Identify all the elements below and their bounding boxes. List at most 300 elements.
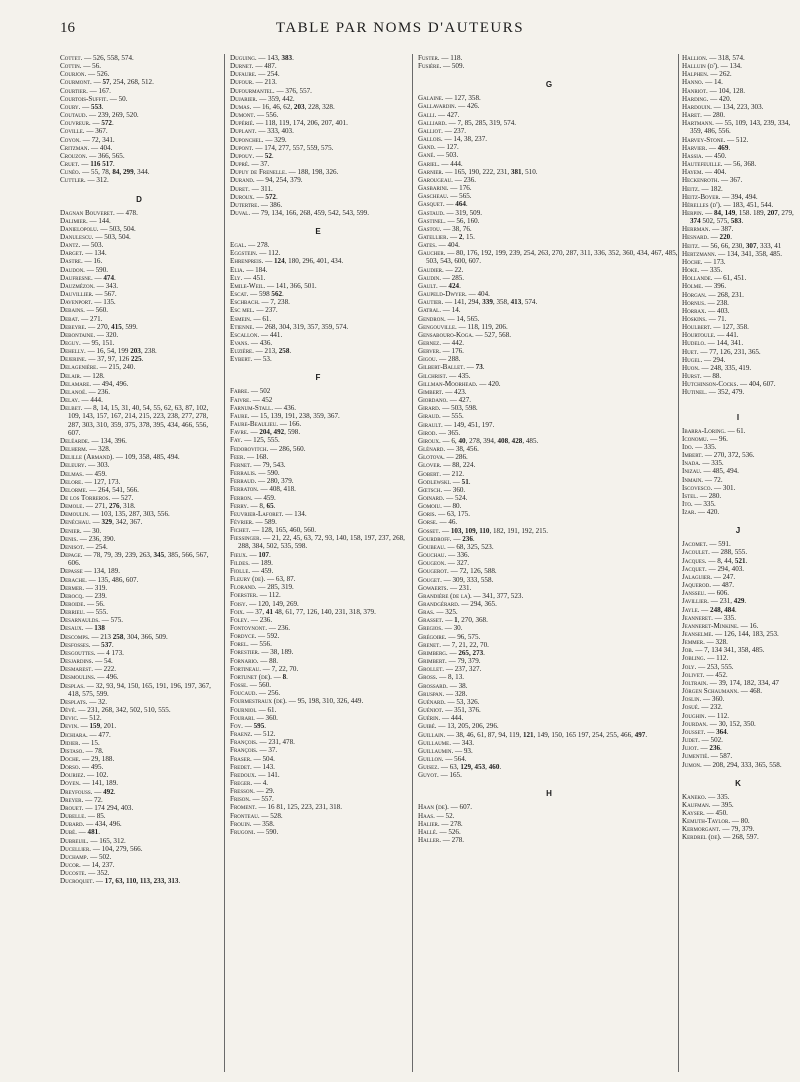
- index-entry: [418, 722, 680, 730]
- page-refs: — 144, 341.: [705, 339, 744, 348]
- page-refs: — 450.: [704, 808, 728, 817]
- page-refs: — 360.: [442, 485, 466, 494]
- page-refs: — 262.: [708, 70, 732, 79]
- author-name: Horrax.: [682, 306, 707, 315]
- page-refs: — 37.: [257, 746, 278, 755]
- author-name: Dujarier.: [230, 94, 258, 103]
- page-refs: — 236.: [249, 615, 273, 624]
- author-name: Godlewski.: [418, 477, 452, 486]
- bold-page-ref: 329: [101, 518, 113, 527]
- index-entry: [230, 624, 406, 632]
- index-entry: [682, 307, 794, 315]
- index-entry: [230, 144, 406, 152]
- page-refs: — 61.: [725, 426, 746, 435]
- page-refs: — 236, 390.: [78, 534, 116, 543]
- author-name: Gimbert.: [418, 387, 444, 396]
- author-name: Danulescu.: [60, 232, 94, 241]
- author-name: Ferralis.: [230, 469, 257, 478]
- bold-page-ref: 236: [709, 744, 721, 753]
- author-name: Foy.: [230, 721, 243, 730]
- author-name: Jujot.: [682, 744, 699, 753]
- page-refs: — 278.: [246, 241, 270, 250]
- index-entry: [230, 95, 406, 103]
- index-entry: [230, 559, 406, 567]
- page-refs: — 404.: [466, 290, 490, 299]
- index-entry: [682, 160, 794, 168]
- index-entry: [418, 535, 680, 543]
- page-refs: —: [91, 78, 103, 87]
- author-name: Gosset.: [418, 526, 441, 535]
- page-refs: — 143,: [256, 54, 282, 62]
- author-name: Gand.: [418, 143, 436, 152]
- bold-page-ref: 51: [461, 477, 469, 486]
- index-entry: [230, 697, 406, 705]
- author-name: Etienne.: [230, 322, 255, 331]
- page-refs: .: [141, 355, 144, 364]
- author-name: Joughin.: [682, 711, 707, 720]
- author-name: Job.: [682, 646, 694, 655]
- author-name: Ely.: [230, 273, 243, 282]
- index-entry: [60, 347, 218, 355]
- page-refs: — 351, 376.: [443, 706, 481, 715]
- page-refs: — 134, 223, 303.: [711, 102, 764, 111]
- index-entry: [60, 527, 218, 535]
- index-entry: [682, 663, 794, 671]
- index-entry: [60, 380, 218, 388]
- index-entry: [60, 241, 218, 249]
- page-refs: — 135.: [92, 298, 116, 307]
- page-refs: —: [448, 232, 459, 241]
- page-refs: — 232.: [699, 703, 723, 712]
- index-entry: [682, 111, 794, 119]
- index-entry: [60, 486, 218, 494]
- index-entry: [230, 323, 406, 331]
- page-refs: —: [451, 534, 463, 543]
- page-refs: — 527, 568.: [473, 330, 512, 339]
- index-entry: [682, 712, 794, 720]
- author-name: Fabre.: [230, 387, 250, 396]
- page-refs: — 16, 54, 199: [85, 347, 131, 356]
- author-name: Hugel.: [682, 355, 703, 364]
- page-refs: — 30.: [81, 526, 102, 535]
- index-column-3: [418, 54, 680, 1076]
- author-name: Gates.: [418, 241, 437, 250]
- author-name: Gigou.: [418, 355, 438, 364]
- author-name: Gautier.: [418, 298, 444, 307]
- author-name: Goubeau.: [418, 542, 446, 551]
- index-entry: [60, 266, 218, 274]
- author-name: Gross.: [418, 673, 438, 682]
- index-entry: [418, 143, 680, 151]
- author-name: Fedorovitch.: [230, 444, 269, 453]
- index-entry: [230, 404, 406, 412]
- index-entry: [418, 731, 680, 739]
- index-entry: [60, 323, 218, 331]
- page-refs: — 271,: [84, 502, 109, 511]
- index-entry: [60, 812, 218, 820]
- author-name: Fosse.: [230, 681, 248, 690]
- index-entry: [230, 477, 406, 485]
- index-entry: [230, 453, 406, 461]
- author-name: Gilbert-Ballet.: [418, 363, 466, 372]
- page-refs: — 256.: [257, 689, 281, 698]
- index-entry: [682, 152, 794, 160]
- page-refs: — 509.: [441, 62, 465, 71]
- page-refs: — 102.: [85, 771, 109, 780]
- page-refs: — 80, 176, 192, 199, 239, 254, 263, 270, 287, 311, 336, 352, 360, 434, 467, 485, 503, 543, 600, 607.: [426, 249, 678, 266]
- index-entry: [418, 290, 680, 298]
- author-name: Desgouttes.: [60, 648, 96, 657]
- index-entry: [230, 111, 406, 119]
- page-refs: — 80.: [730, 817, 750, 826]
- author-name: Dagnan Bouveret.: [60, 208, 115, 217]
- author-name: Ido.: [682, 442, 694, 451]
- index-entry: [418, 266, 680, 274]
- author-name: Izar.: [682, 508, 697, 517]
- page-refs: — 7, 85, 285, 319, 574.: [446, 118, 517, 127]
- page-refs: — 88.: [701, 372, 722, 381]
- author-name: Denier.: [60, 526, 82, 535]
- index-entry: [60, 804, 218, 812]
- page-refs: — 404.: [703, 168, 727, 177]
- index-entry: [60, 576, 218, 584]
- index-entry: [418, 657, 680, 665]
- index-entry: [60, 144, 218, 152]
- index-entry: [682, 825, 794, 833]
- page-refs: — 174 294, 403.: [83, 803, 134, 812]
- index-entry: [418, 102, 680, 110]
- page-refs: — 487.: [710, 581, 735, 590]
- author-name: Jaquerod.: [682, 581, 711, 590]
- author-name: Harding.: [682, 94, 709, 103]
- index-entry: [60, 168, 218, 176]
- index-entry: [682, 323, 794, 331]
- page-refs: — 63,: [439, 763, 461, 772]
- index-entry: [230, 176, 406, 184]
- page-refs: — 118, 119, 206.: [456, 322, 508, 331]
- index-entry: [418, 298, 680, 306]
- page-refs: .: [113, 787, 116, 796]
- index-entry: [60, 845, 218, 853]
- author-name: Girard.: [418, 404, 441, 413]
- index-entry: [60, 249, 218, 257]
- page-number: 16: [60, 20, 75, 36]
- index-entry: [682, 565, 794, 573]
- page-refs: , 358,: [492, 298, 511, 307]
- author-name: Ducor.: [60, 861, 81, 869]
- page-refs: — 38, 189.: [259, 648, 294, 657]
- author-name: Istel.: [682, 491, 699, 500]
- author-name: Javillier.: [682, 597, 709, 606]
- page-refs: —: [447, 648, 459, 657]
- author-name: Deleury.: [60, 461, 87, 470]
- page-refs: — 143.: [251, 762, 275, 771]
- page-refs: .: [268, 550, 271, 559]
- index-entry: [230, 746, 406, 754]
- index-entry: [682, 388, 794, 396]
- page-refs: — 56.: [85, 600, 105, 608]
- index-entry: [682, 233, 794, 241]
- author-name: Hardouin.: [682, 102, 712, 111]
- index-entry: [60, 771, 218, 779]
- author-name: Girod.: [418, 428, 438, 437]
- bold-page-ref: 236: [462, 534, 473, 543]
- page-refs: , 598.: [284, 428, 301, 437]
- page-refs: — 325.: [434, 608, 458, 617]
- page-refs: — 184.: [244, 265, 268, 274]
- page-refs: .: [745, 556, 748, 565]
- bold-page-ref: 84, 299: [112, 168, 134, 177]
- index-entry: [682, 443, 794, 451]
- author-name: Gregios.: [418, 624, 443, 633]
- index-entry: [60, 755, 218, 763]
- author-name: Dubreuil.: [60, 836, 89, 845]
- page-refs: — 335.: [693, 442, 717, 451]
- author-name: Depage.: [60, 551, 83, 560]
- page-refs: — 278.: [441, 836, 465, 845]
- page-refs: , 279,: [777, 208, 794, 217]
- page-refs: — 271.: [79, 314, 103, 323]
- author-name: François.: [230, 738, 258, 747]
- page-refs: .: [264, 721, 267, 730]
- index-entry: [230, 387, 406, 395]
- page-refs: — 309, 333, 558.: [441, 575, 494, 584]
- index-entry: [230, 551, 406, 559]
- author-name: Grimbert.: [418, 657, 447, 666]
- author-name: Fichet.: [230, 526, 251, 535]
- page-refs: , 254, 268, 512.: [109, 78, 154, 87]
- page-refs: — 125, 555.: [242, 436, 280, 445]
- page-refs: , 228, 328.: [304, 102, 335, 111]
- index-entry: [230, 730, 406, 738]
- author-name: Fildes.: [230, 558, 250, 567]
- page-refs: — 213: [89, 632, 113, 641]
- index-entry: [682, 435, 794, 443]
- index-entry: [60, 608, 218, 616]
- author-name: Gengouville.: [418, 322, 457, 331]
- author-name: Goinard.: [418, 493, 445, 502]
- index-entry: [60, 470, 218, 478]
- index-entry: [682, 95, 794, 103]
- index-entry: [418, 665, 680, 673]
- page-refs: — 328.: [704, 638, 728, 647]
- letter-heading: F: [315, 373, 321, 383]
- page-refs: .: [289, 347, 292, 356]
- page-refs: .: [483, 648, 485, 657]
- page-refs: — 423.: [443, 387, 467, 396]
- page-refs: — 14, 565.: [445, 314, 480, 323]
- index-entry: [60, 127, 218, 135]
- page-refs: — 528.: [259, 811, 283, 820]
- index-entry: [682, 492, 794, 500]
- author-name: Delay.: [60, 396, 80, 405]
- page-refs: — 63, 175.: [436, 510, 470, 519]
- index-entry: [230, 266, 406, 274]
- page-refs: — 127, 173.: [83, 477, 121, 486]
- letter-heading: J: [735, 526, 741, 536]
- author-name: Hallé.: [418, 827, 438, 836]
- index-entry: [60, 233, 218, 241]
- page-refs: — 524.: [444, 493, 468, 502]
- author-name: Hutinel.: [682, 388, 707, 397]
- bold-page-ref: 103, 109, 110: [450, 526, 490, 535]
- index-entry: [230, 127, 406, 135]
- index-entry: [230, 665, 406, 673]
- author-name: Hourtoule.: [682, 331, 716, 340]
- author-name: Delorme.: [60, 485, 88, 494]
- author-name: Deguy.: [60, 339, 81, 347]
- page-refs: — 50.: [107, 94, 128, 103]
- author-name: Courjon.: [60, 70, 87, 79]
- author-name: Ehrenpreis.: [230, 257, 264, 266]
- index-entry: [230, 812, 406, 820]
- index-entry: [682, 331, 794, 339]
- author-name: Dufaure.: [230, 70, 257, 79]
- page-refs: — 112.: [257, 591, 281, 600]
- page-refs: — 134.: [83, 249, 107, 258]
- page-refs: — 239.: [83, 591, 107, 600]
- index-entry: [60, 616, 218, 624]
- page-refs: — 436.: [249, 339, 273, 347]
- index-entry: [682, 119, 794, 135]
- author-name: Guénard.: [418, 697, 446, 706]
- author-name: Desaux.: [60, 624, 84, 633]
- bold-page-ref: 129, 453: [460, 763, 486, 772]
- index-entry: [60, 731, 218, 739]
- bold-page-ref: 469: [717, 143, 729, 152]
- author-name: Gœtsch.: [418, 485, 443, 494]
- page-refs: — 403.: [706, 306, 730, 315]
- bold-page-ref: 415: [111, 322, 122, 331]
- index-entry: [60, 78, 218, 86]
- author-name: Giordano.: [418, 396, 448, 405]
- page-refs: — 96.: [708, 434, 728, 443]
- page-refs: — 294, 365.: [459, 600, 497, 608]
- page-refs: — 127, 358.: [443, 94, 481, 103]
- index-entry: [230, 70, 406, 78]
- index-entry: [418, 184, 680, 192]
- page-refs: — 268, 597.: [721, 833, 759, 842]
- page-refs: — 14, 38, 237.: [442, 135, 488, 144]
- author-name: Dejerine.: [60, 355, 87, 364]
- index-entry: [230, 657, 406, 665]
- page-refs: .: [720, 744, 722, 753]
- author-name: Ferry.: [230, 501, 249, 510]
- author-name: Gariel.: [418, 159, 440, 168]
- page-refs: — 327.: [446, 559, 470, 568]
- author-name: Jacoulet.: [682, 548, 710, 557]
- bold-page-ref: 374: [690, 217, 701, 226]
- page-refs: — 335.: [692, 499, 716, 508]
- index-entry: [682, 144, 794, 152]
- author-name: Galliot.: [418, 126, 443, 135]
- author-name: Couvreur.: [60, 119, 91, 128]
- author-name: Iscovesco.: [682, 483, 713, 492]
- author-name: Hesnard.: [682, 233, 709, 242]
- page-refs: — 452.: [704, 670, 728, 679]
- page-refs: — 213,: [253, 347, 279, 356]
- page-refs: —: [248, 428, 260, 437]
- bold-page-ref: 265, 273: [458, 648, 484, 657]
- page-refs: .: [286, 672, 288, 681]
- author-name: Derrieu.: [60, 608, 85, 617]
- author-name: Duguing.: [230, 54, 257, 62]
- author-name: Gensabouro-Koga.: [418, 330, 474, 339]
- index-entry: [230, 241, 406, 249]
- page-refs: — 78, 79, 39, 239, 263,: [82, 551, 154, 560]
- author-name: Doche.: [60, 754, 81, 763]
- author-name: Crouzon.: [60, 151, 88, 160]
- page-refs: — 247.: [712, 572, 736, 581]
- author-name: Duroux.: [230, 192, 255, 201]
- index-entry: [60, 624, 218, 632]
- author-name: François.: [230, 746, 258, 755]
- author-name: Jourdan.: [682, 719, 708, 728]
- page-refs: — 335.: [712, 613, 736, 622]
- page-refs: — 268, 304, 319, 357, 359, 574.: [254, 322, 349, 331]
- index-entry: [418, 168, 680, 176]
- index-entry: [418, 486, 680, 494]
- bold-page-ref: 248, 484: [710, 605, 735, 614]
- index-entry: [230, 119, 406, 127]
- page-refs: — 176.: [448, 184, 472, 193]
- author-name: Elia.: [230, 265, 245, 274]
- index-entry: [682, 622, 794, 630]
- author-name: Debat.: [60, 314, 80, 323]
- page-refs: — 352, 479.: [706, 388, 745, 397]
- page-refs: — 502.: [699, 736, 723, 745]
- author-name: Debontaine.: [60, 330, 96, 339]
- letter-heading: K: [735, 778, 741, 788]
- page-refs: — 487.: [253, 62, 277, 71]
- index-column-4: [682, 54, 794, 1076]
- page-refs: — 496.: [95, 673, 119, 682]
- author-name: Fourmestraux (de).: [230, 697, 287, 706]
- index-entry: [60, 698, 218, 706]
- index-entry: [230, 494, 406, 502]
- page-refs: — 328.: [444, 689, 468, 698]
- author-name: Guillaume.: [418, 738, 452, 747]
- index-entry: [418, 714, 680, 722]
- author-name: Feer.: [230, 452, 246, 461]
- bold-page-ref: 40: [458, 436, 466, 445]
- index-entry: [230, 249, 406, 257]
- author-name: Heitz-Boyer.: [682, 192, 721, 201]
- page-refs: — 360.: [254, 713, 278, 722]
- page-refs: — 8,: [248, 501, 267, 510]
- author-name: Kayser.: [682, 808, 705, 817]
- author-name: Delbet.: [60, 404, 83, 413]
- author-name: Gallois.: [418, 135, 443, 144]
- bold-page-ref: 428: [511, 436, 523, 445]
- index-entry: [230, 485, 406, 493]
- page-refs: — 7, 238.: [259, 298, 290, 307]
- page-refs: — 15.: [80, 738, 100, 747]
- author-name: Forestier.: [230, 648, 260, 657]
- page-refs: —: [708, 233, 720, 242]
- index-entry: [682, 62, 794, 70]
- author-name: Guillaumin.: [418, 746, 454, 755]
- page-refs: .: [645, 730, 648, 739]
- author-name: Dubard.: [60, 820, 85, 829]
- author-name: Fraser.: [230, 754, 252, 763]
- author-name: Grandgérard.: [418, 600, 460, 608]
- index-entry: [230, 193, 406, 201]
- author-name: Dorso.: [60, 763, 81, 772]
- index-entry: [60, 136, 218, 144]
- index-entry: [682, 817, 794, 825]
- page-refs: — 494, 496.: [91, 379, 129, 388]
